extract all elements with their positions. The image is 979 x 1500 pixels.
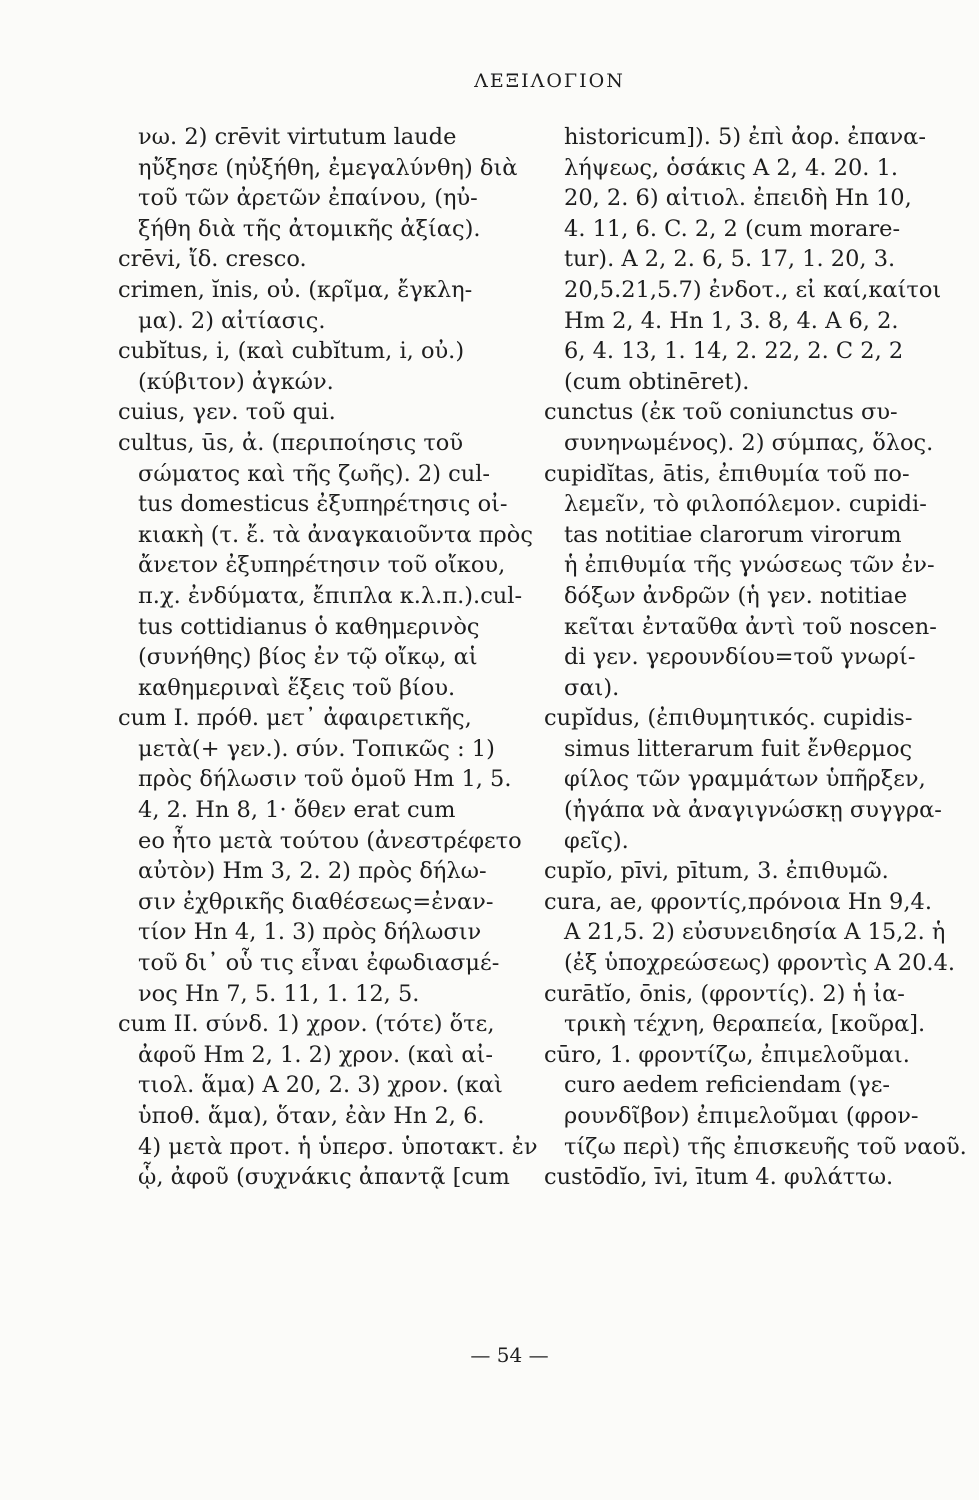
page-header: ΛΕΞΙΛΟΓΙΟΝ — [474, 70, 625, 92]
entry-line: σώματος καὶ τῆς ζωῆς). 2) cul- — [138, 460, 491, 487]
entry-line: Hm 2, 4. Hn 1, 3. 8, 4. A 6, 2. — [564, 307, 899, 334]
entry-line: αὐτὸν) Hm 3, 2. 2) πρὸς δήλω- — [138, 858, 487, 885]
entry-line: cum I. πρόθ. μετ᾽ ἀφαιρετικῆς, — [118, 705, 472, 732]
entry-line: νω. 2) crēvit virtutum laude — [138, 124, 457, 150]
entry-line: cultus, ūs, ἀ. (περιποίησις τοῦ — [118, 429, 464, 456]
entry-line: 6, 4. 13, 1. 14, 2. 22, 2. C 2, 2 — [564, 338, 904, 365]
entry-line: σαι). — [564, 674, 620, 701]
entry-line: ἀφοῦ Hm 2, 1. 2) χρον. (καὶ αἰ- — [138, 1041, 493, 1068]
entry-line: καθημεριναὶ ἕξεις τοῦ βίου. — [138, 674, 456, 701]
entry-line: φεῖς). — [564, 827, 629, 854]
entry-line: πρὸς δήλωσιν τοῦ ὁμοῦ Hm 1, 5. — [138, 766, 512, 793]
entry-line: ξήθη διὰ τῆς ἀτομικῆς ἀξίας). — [138, 215, 481, 242]
entry-line: cum II. σύνδ. 1) χρον. (τότε) ὅτε, — [118, 1011, 495, 1038]
entry-line: ὑποθ. ἅμα), ὅταν, ἐὰν Hn 2, 6. — [138, 1103, 485, 1129]
entry-line: cūro, 1. φροντίζω, ἐπιμελοῦμαι. — [544, 1041, 910, 1068]
entry-line: cupĭo, pīvi, pītum, 3. ἐπιθυμῶ. — [544, 858, 889, 885]
entry-line: di γεν. γερουνδίου=τοῦ γνωρί- — [564, 644, 916, 671]
entry-line: ἄνετον ἐξυπηρέτησιν τοῦ οἴκου, — [138, 552, 506, 579]
left-column — [118, 122, 538, 1193]
entry-line: σιν ἐχθρικῆς διαθέσεως=ἐναν- — [138, 888, 494, 915]
entry-line: cupĭdus, (ἐπιθυμητικός. cupidis- — [544, 705, 913, 732]
entry-line: (ἐξ ὑποχρεώσεως) φροντὶς A 20.4. — [564, 950, 956, 977]
entry-line: τίον Hn 4, 1. 3) πρὸς δήλωσιν — [138, 919, 482, 946]
entry-line: συνηνωμένος). 2) σύμπας, ὅλος. — [564, 429, 934, 456]
entry-line: φίλος τῶν γραμμάτων ὑπῆρξεν, — [564, 766, 926, 793]
entry-line: (συνήθης) βίος ἐν τῷ οἴκῳ, αἱ — [138, 644, 478, 671]
entry-line: λεμεῖν, τὸ φιλοπόλεμον. cupidi- — [564, 491, 927, 518]
entry-line: curo aedem reficiendam (γε- — [564, 1072, 890, 1099]
entry-line: eo ἦτο μετὰ τούτου (ἀνεστρέφετο — [138, 827, 522, 854]
entry-line: λήψεως, ὁσάκις A 2, 4. 20. 1. — [564, 154, 899, 181]
entry-line: custōdĭo, īvi, ītum 4. φυλάττω. — [544, 1164, 894, 1191]
entry-line: tus cottidianus ὁ καθημερινὸς — [138, 613, 480, 640]
entry-line: crēvi, ἴδ. cresco. — [118, 246, 307, 273]
entry-line: ρουνδῖβον) ἐπιμελοῦμαι (φρον- — [564, 1103, 919, 1129]
entry-line: curātĭo, ōnis, (φροντίς). 2) ἡ ἰα- — [544, 980, 905, 1007]
entry-line: τίζω περὶ) τῆς ἐπισκευῆς τοῦ ναοῦ. — [564, 1133, 967, 1160]
entry-line: cupidĭtas, ātis, ἐπιθυμία τοῦ πο- — [544, 460, 910, 487]
entry-line: μα). 2) αἰτίασις. — [138, 307, 326, 334]
page-number: — 54 — — [470, 1343, 549, 1367]
entry-line: κιακὴ (τ. ἔ. τὰ ἀναγκαιοῦντα πρὸς — [138, 521, 533, 548]
entry-line: crimen, ĭnis, οὐ. (κρῖμα, ἔγκλη- — [118, 276, 473, 303]
entry-line: ᾧ, ἀφοῦ (συχνάκις ἀπαντᾷ [cum — [138, 1164, 510, 1191]
entry-line: ηὔξησε (ηὐξήθη, ἐμεγαλύνθη) διὰ — [138, 154, 518, 181]
entry-line: μετὰ(+ γεν.). σύν. Τοπικῶς : 1) — [138, 735, 495, 762]
entry-line: κεῖται ἐνταῦθα ἀντὶ τοῦ noscen- — [564, 613, 937, 640]
entry-line: cuius, γεν. τοῦ qui. — [118, 399, 336, 426]
entry-line: cunctus (ἐκ τοῦ coniunctus συ- — [544, 399, 898, 426]
entry-line: (cum obtinēret). — [564, 368, 750, 395]
entry-line: tas notitiae clarorum virorum — [564, 521, 902, 548]
entry-line: 20, 2. 6) αἰτιολ. ἐπειδὴ Hn 10, — [564, 185, 912, 212]
entry-line: tur). A 2, 2. 6, 5. 17, 1. 20, 3. — [564, 246, 896, 273]
entry-line: 4, 2. Hn 8, 1· ὅθεν erat cum — [138, 797, 456, 824]
entry-line: (ἠγάπα νὰ ἀναγιγνώσκῃ συγγρα- — [564, 797, 942, 824]
entry-line: simus litterarum fuit ἔνθερμος — [564, 735, 913, 762]
entry-line: τοῦ τῶν ἀρετῶν ἐπαίνου, (ηὐ- — [138, 185, 478, 212]
right-column — [544, 122, 967, 1193]
entry-line: νος Hn 7, 5. 11, 1. 12, 5. — [138, 980, 420, 1007]
entry-line: τοῦ δι᾽ οὗ τις εἶναι ἐφωδιασμέ- — [138, 950, 500, 977]
entry-line: π.χ. ἐνδύματα, ἔπιπλα κ.λ.π.).cul- — [138, 582, 523, 609]
entry-line: τιολ. ἅμα) A 20, 2. 3) χρον. (καὶ — [138, 1072, 503, 1099]
entry-line: ἡ ἐπιθυμία τῆς γνώσεως τῶν ἐν- — [564, 552, 935, 579]
entry-line: historicum]). 5) ἐπὶ ἀορ. ἐπανα- — [564, 124, 926, 150]
entry-line: cubĭtus, i, (καὶ cubĭtum, i, οὐ.) — [118, 338, 465, 365]
entry-line: 4. 11, 6. C. 2, 2 (cum morare- — [564, 215, 901, 242]
entry-line: tus domesticus ἐξυπηρέτησις οἰ- — [138, 491, 508, 518]
entry-line: (κύβιτον) ἀγκών. — [138, 368, 334, 395]
entry-line: A 21,5. 2) εὐσυνειδησία A 15,2. ἡ — [564, 919, 946, 946]
entry-line: cura, ae, φροντίς,πρόνοια Hn 9,4. — [544, 888, 932, 915]
entry-line: τρικὴ τέχνη, θεραπεία, [κοῦρα]. — [564, 1011, 926, 1038]
entry-line: 20,5.21,5.7) ἐνδοτ., εἰ καί,καίτοι — [564, 276, 942, 303]
entry-line: 4) μετὰ προτ. ἡ ὑπερσ. ὑποτακτ. ἐν — [138, 1133, 538, 1160]
entry-line: δόξων ἀνδρῶν (ἡ γεν. notitiae — [564, 582, 908, 609]
